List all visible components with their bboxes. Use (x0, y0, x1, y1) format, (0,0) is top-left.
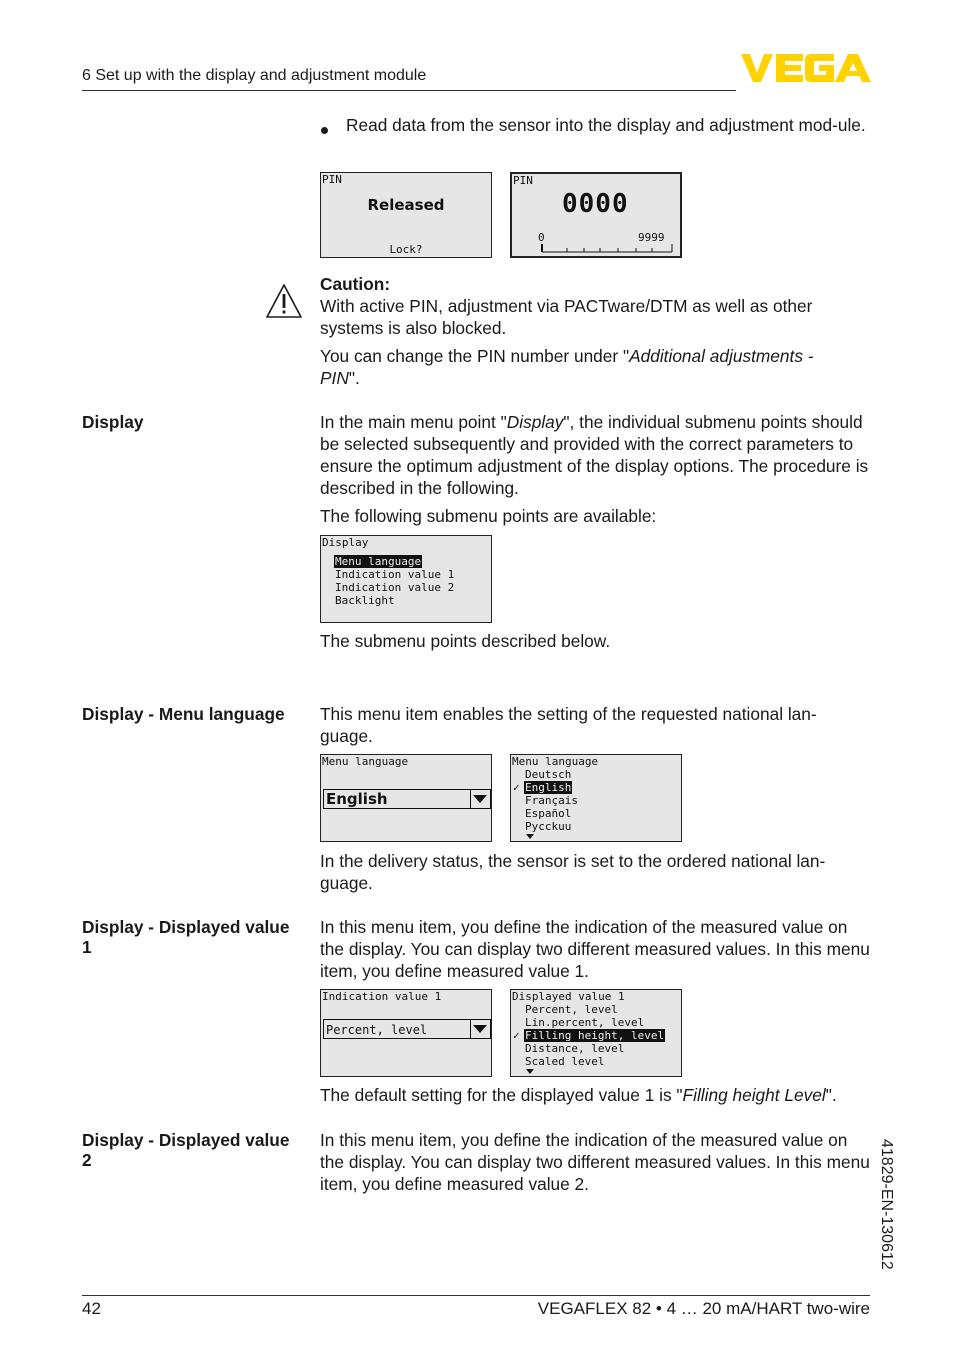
product-name: VEGAFLEX 82 • 4 … 20 mA/HART two-wire (537, 1299, 870, 1318)
language-option: Español (525, 807, 572, 820)
displayed-value-1-paragraph: In this menu item, you define the indication of the measured value on the display. You can display two different measured values. In this menu item, you define measured value 1. (320, 917, 870, 981)
caution-change-pin: You can change the PIN number under "Additional adjustments - PIN". (320, 346, 814, 388)
section-label-display: Display (82, 412, 144, 432)
indication-value: Percent, level (326, 1023, 428, 1037)
value-option: Distance, level (525, 1042, 625, 1055)
bullet-icon (321, 121, 328, 139)
submenu-described-text: The submenu points described below. (320, 631, 611, 651)
lcd-title: PIN (513, 174, 533, 187)
scroll-down-icon (526, 1069, 534, 1074)
menu-language-paragraph: This menu item enables the setting of the requested national lan-guage. (320, 704, 817, 746)
page-number: 42 (82, 1299, 101, 1318)
lcd-title: Indication value 1 (322, 990, 442, 1003)
section-label-displayed-value-1: Display - Displayed value 1 (82, 917, 290, 957)
submenu-item-selected: Menu language (335, 555, 422, 568)
language-option-selected: English (525, 781, 572, 794)
language-option: Deutsch (525, 768, 572, 781)
language-option: Pycckuu (525, 820, 572, 833)
menu-language-screen (320, 754, 492, 842)
default-setting-text: The default setting for the displayed value 1 is "Filling height Level". (320, 1085, 837, 1105)
display-submenu-screen (320, 535, 492, 623)
section-label-displayed-value-2: Display - Displayed value 2 (82, 1130, 290, 1170)
pin-scale (512, 174, 682, 258)
language-value: English (326, 790, 388, 808)
displayed-value-1-list-screen (510, 989, 682, 1077)
displayed-value-2-paragraph: In this menu item, you define the indication of the measured value on the display. You can display two different measured values. In this menu item, you define measured value 2. (320, 1130, 870, 1194)
lcd-title: PIN (322, 173, 342, 186)
value-option: Scaled level (525, 1055, 605, 1068)
caution-text: With active PIN, adjustment via PACTware/DTM as well as other systems is also blocked. (320, 296, 813, 338)
lcd-title: Menu language (322, 755, 409, 768)
pin-status: Released (367, 196, 445, 214)
header-rule (82, 90, 736, 91)
dropdown-arrow-icon (470, 1020, 490, 1038)
checkmark-icon: ✓ (513, 1029, 520, 1042)
delivery-status-text: In the delivery status, the sensor is set to the ordered national lan-guage. (320, 851, 826, 893)
indication-dropdown (323, 1019, 491, 1039)
submenu-item: Indication value 1 (335, 568, 455, 581)
display-intro-paragraph: In the main menu point "Display", the individual submenu points should be selected subsequently and provided with the correct parameters to ensure the optimum adjustment of the display options. The procedure is described in the following. (320, 412, 869, 498)
vega-logo (741, 52, 873, 89)
pin-released-screen (320, 172, 492, 258)
lock-question: Lock? (389, 243, 423, 256)
value-option: Lin.percent, level (525, 1016, 645, 1029)
menu-language-list-screen (510, 754, 682, 842)
lcd-title: Displayed value 1 (512, 990, 625, 1003)
display-available-text: The following submenu points are available: (320, 506, 657, 526)
submenu-item: Indication value 2 (335, 581, 455, 594)
language-dropdown (323, 789, 491, 809)
intro-bullet-text: Read data from the sensor into the display and adjustment mod-ule. (346, 115, 866, 135)
lcd-title: Display (322, 536, 369, 549)
caution-heading: Caution: (320, 274, 391, 294)
lcd-title: Menu language (512, 755, 599, 768)
dropdown-arrow-icon (470, 790, 490, 808)
scroll-down-icon (526, 834, 534, 839)
pin-value: 0000 (562, 189, 629, 219)
section-label-menu-language: Display - Menu language (82, 704, 285, 724)
pin-min: 0 (538, 231, 545, 244)
running-header: 6 Set up with the display and adjustment module (82, 67, 427, 84)
submenu-item: Backlight (335, 594, 395, 607)
footer-rule (82, 1295, 870, 1296)
value-option: Percent, level (525, 1003, 618, 1016)
language-option: Français (525, 794, 578, 807)
indication-value-1-screen (320, 989, 492, 1077)
warning-triangle-icon (265, 283, 303, 324)
value-option-selected: Filling height, level (525, 1029, 665, 1042)
pin-max: 9999 (638, 231, 665, 244)
checkmark-icon: ✓ (513, 781, 520, 794)
pin-entry-screen (510, 172, 682, 258)
